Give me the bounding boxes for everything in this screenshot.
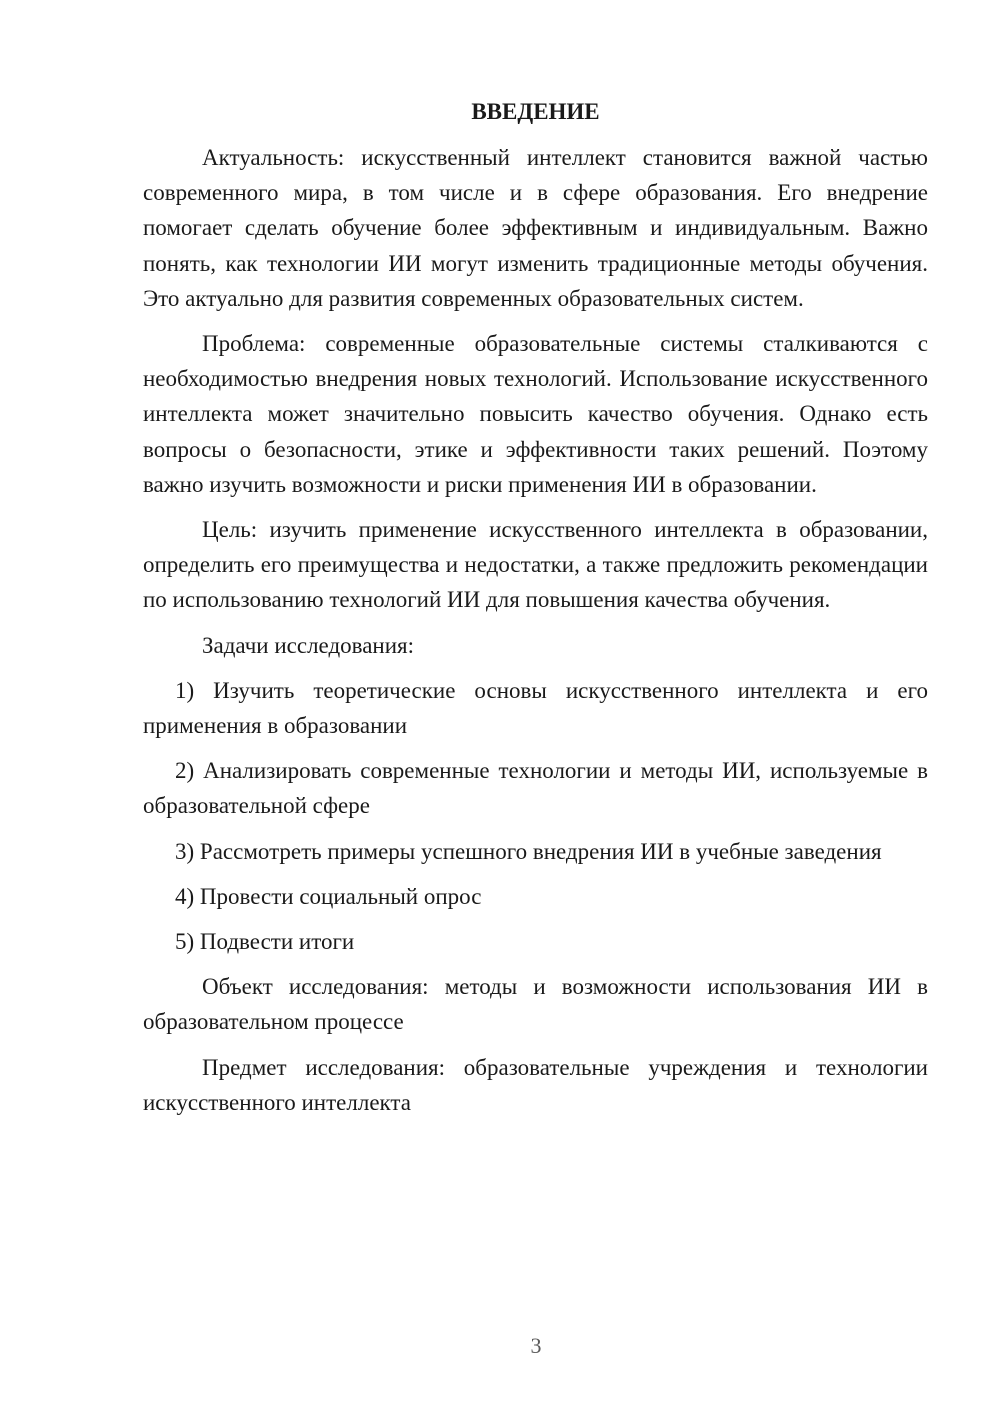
task-item-2: 2) Анализировать современные технологии и методы ИИ, используемые в образовательной сфере bbox=[143, 758, 928, 819]
paragraph-problem: Проблема: современные образовательные системы сталкиваются с необходимостью внедрения новых технологий. Использование искусственного интеллекта может значительно повысить качество обучения. Однако есть вопросы о безопасности, этике и эффективности таких решений. Поэтому важно изучить возможности и риски применения ИИ в образовании. bbox=[143, 331, 928, 497]
paragraph-object: Объект исследования: методы и возможности использования ИИ в образовательном процессе bbox=[143, 974, 928, 1035]
task-item-3: 3) Рассмотреть примеры успешного внедрения ИИ в учебные заведения bbox=[175, 838, 882, 864]
page-title: ВВЕДЕНИЕ bbox=[471, 99, 600, 124]
tasks-heading: Задачи исследования: bbox=[202, 632, 415, 658]
task-item-1: 1) Изучить теоретические основы искусственного интеллекта и его применения в образовании bbox=[143, 677, 928, 739]
paragraph-relevance: Актуальность: искусственный интеллект становится важной частью современного мира, в том числе и в сфере образования. Его внедрение помогает сделать обучение более эффективным и индивидуальным. Важно понять, как технологии ИИ могут изменить традиционные методы обучения. Это актуально для развития современных образовательных систем. bbox=[143, 145, 928, 311]
page-content bbox=[143, 97, 928, 1130]
paragraph-goal: Цель: изучить применение искусственного интеллекта в образовании, определить его преимущества и недостатки, а также предложить рекомендации по использованию технологий ИИ для повышения качества обучения. bbox=[143, 517, 928, 613]
task-item-4: 4) Провести социальный опрос bbox=[175, 883, 482, 909]
page-number: 3 bbox=[530, 1333, 542, 1358]
paragraph-subject: Предмет исследования: образовательные учреждения и технологии искусственного интеллекта bbox=[143, 1054, 928, 1115]
task-item-5: 5) Подвести итоги bbox=[175, 929, 355, 955]
